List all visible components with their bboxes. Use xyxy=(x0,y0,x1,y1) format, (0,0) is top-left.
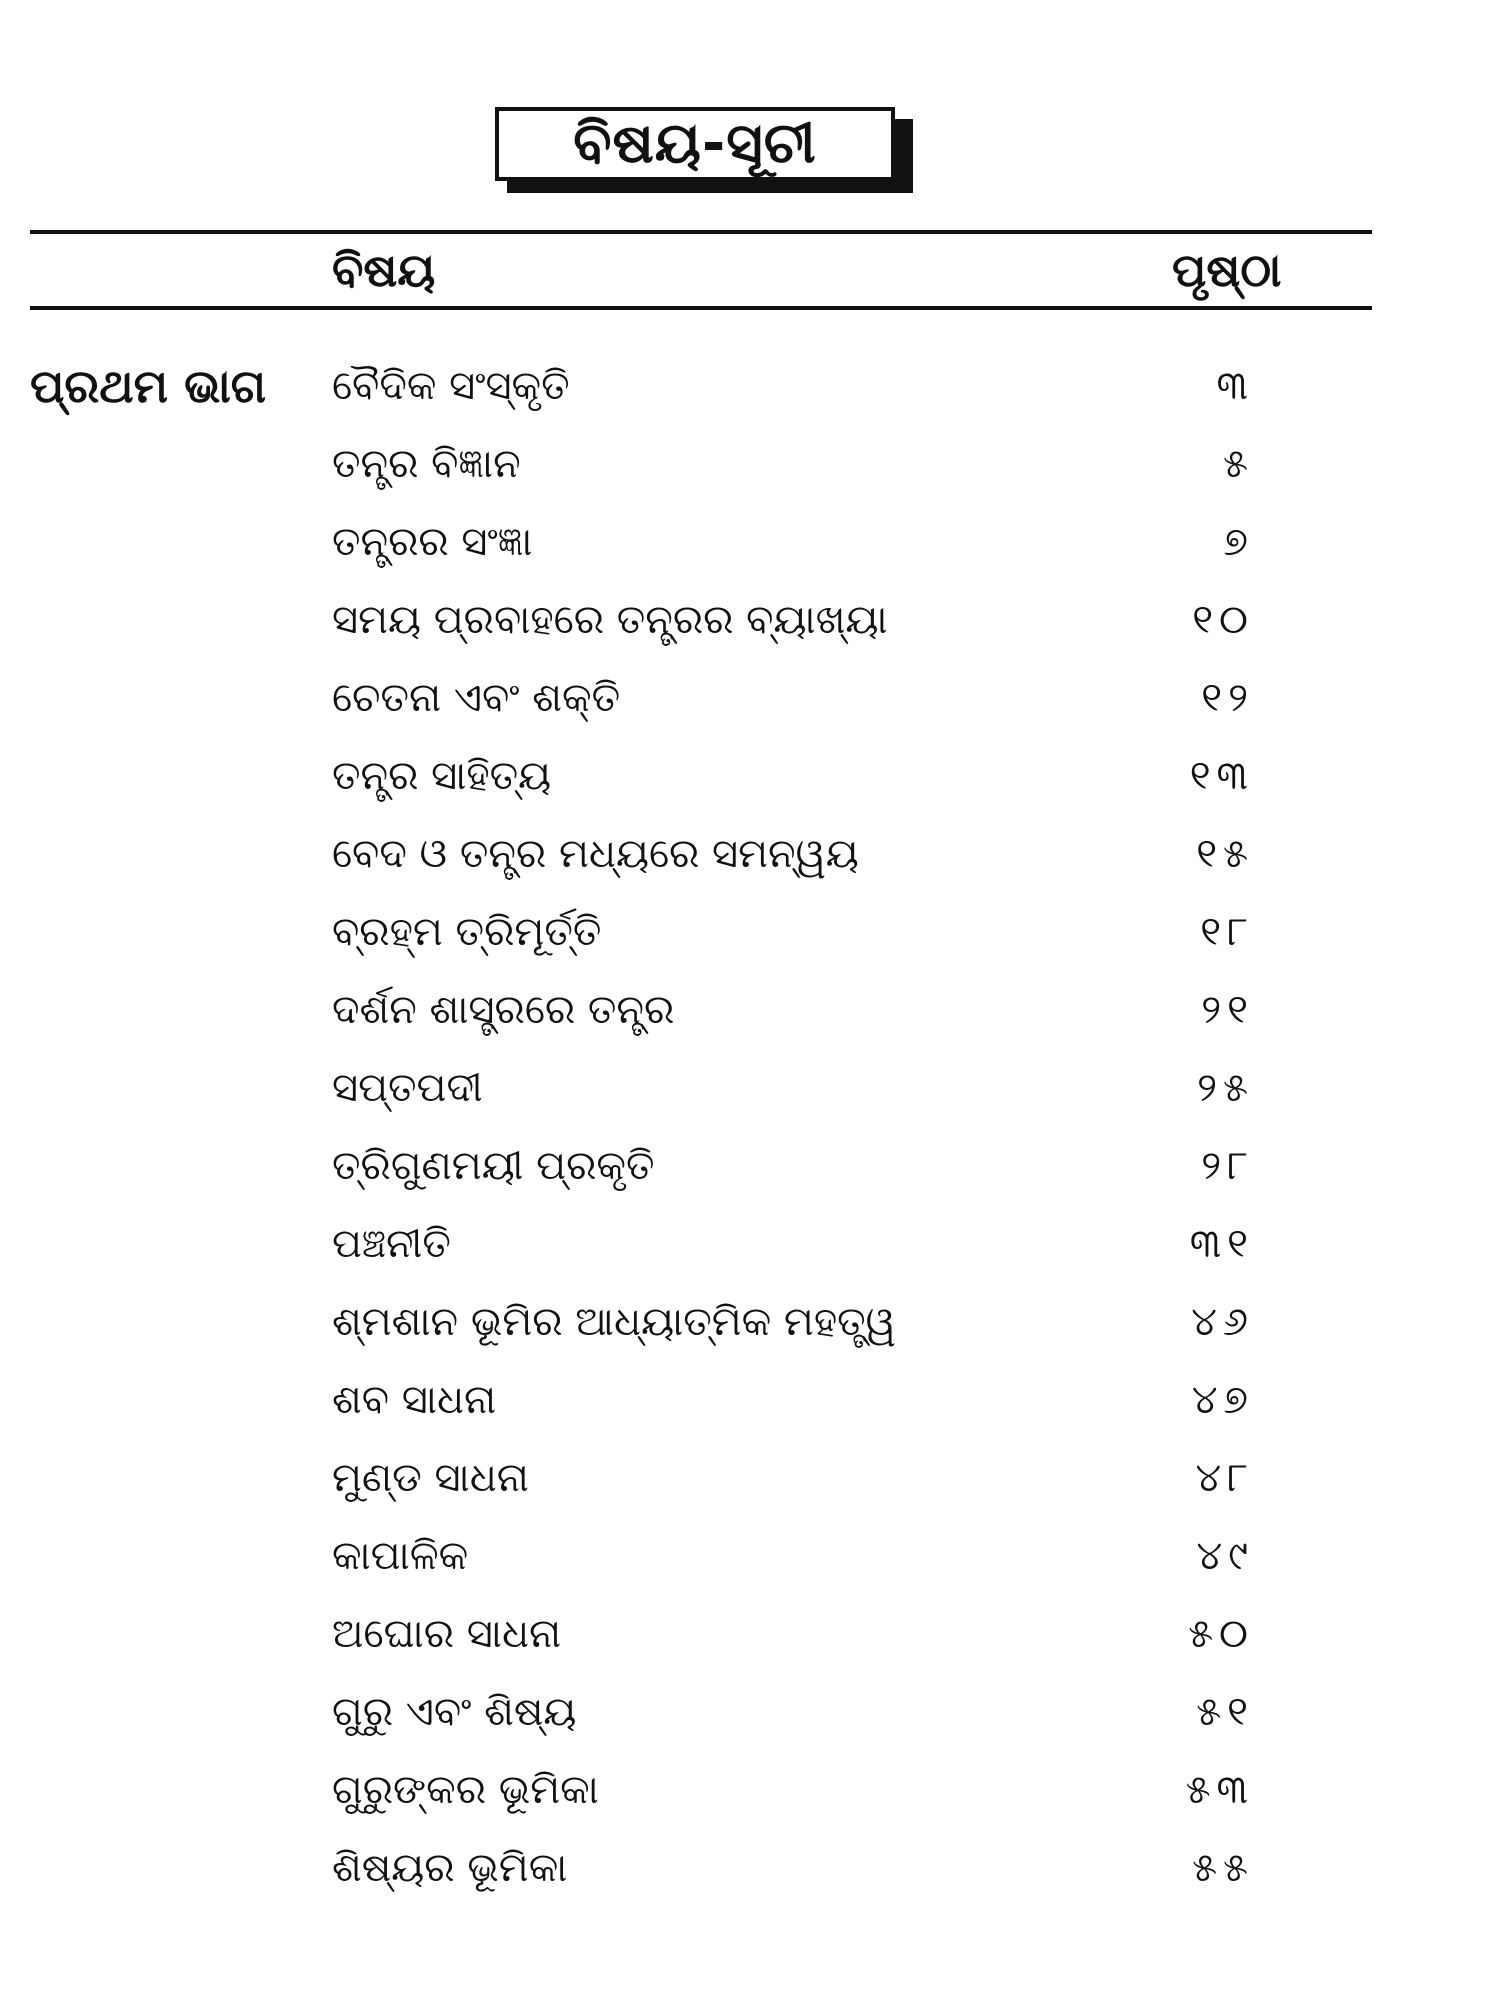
toc-entry xyxy=(0,1446,1500,1524)
toc-entry-page: ୨୮ xyxy=(1201,1143,1254,1189)
header-rule-top xyxy=(30,230,1372,234)
toc-entry-topic: ଅଘୋର ସାଧନା xyxy=(332,1611,562,1657)
toc-entry-page: ୫୩ xyxy=(1185,1767,1254,1813)
column-header-topic: ବିଷୟ xyxy=(332,243,436,297)
toc-entry xyxy=(0,510,1500,588)
toc-entry xyxy=(0,1134,1500,1212)
column-header-page: ପୃଷ୍ଠା xyxy=(1172,243,1282,297)
toc-entry-topic: ଗୁରୁ ଏବଂ ଶିଷ୍ୟ xyxy=(332,1689,577,1735)
toc-entry-topic: ତନ୍ତ୍ର ବିଜ୍ଞାନ xyxy=(332,441,521,487)
toc-entry-topic: କାପାଳିକ xyxy=(332,1533,469,1579)
toc-entry-topic: ବେଦ ଓ ତନ୍ତ୍ର ମଧ୍ୟରେ ସମନ୍ୱୟ xyxy=(332,831,859,877)
toc-entry-page: ୪୭ xyxy=(1191,1377,1254,1423)
toc-entry-page: ୩୧ xyxy=(1189,1221,1254,1267)
toc-entry-topic: ସମୟ ପ୍ରବାହରେ ତନ୍ତ୍ରର ବ୍ୟାଖ୍ୟା xyxy=(332,597,888,643)
toc-entry-page: ୫ xyxy=(1223,441,1254,487)
toc-entry-page: ୭ xyxy=(1223,519,1254,565)
part-label: ପ୍ରଥମ ଭାଗ xyxy=(30,359,267,413)
toc-entry xyxy=(0,822,1500,900)
toc-entry-topic: ମୁଣ୍ଡ ସାଧନା xyxy=(332,1455,529,1501)
toc-entry-topic: ଚେତନା ଏବଂ ଶକ୍ତି xyxy=(332,675,621,721)
toc-entry-page: ୪୬ xyxy=(1191,1299,1254,1345)
toc-entry-topic: ସପ୍ତପଦୀ xyxy=(332,1065,483,1111)
toc-entry xyxy=(0,1290,1500,1368)
toc-entry-topic: ଗୁରୁଙ୍କର ଭୂମିକା xyxy=(332,1767,599,1813)
toc-entry-page: ୪୮ xyxy=(1195,1455,1254,1501)
page-title: ବିଷୟ-ସୂଚୀ xyxy=(495,107,895,181)
toc-entry xyxy=(0,588,1500,666)
toc-entry-page: ୧୨ xyxy=(1201,675,1254,721)
toc-entry-page: ୧୫ xyxy=(1196,831,1254,877)
toc-entry-topic: ପଞ୍ଚନୀତି xyxy=(332,1221,451,1267)
toc-entry-page: ୧୮ xyxy=(1200,909,1254,955)
toc-entry xyxy=(0,978,1500,1056)
toc-entry-page: ୨୧ xyxy=(1201,987,1254,1033)
toc-entry-page: ୫୧ xyxy=(1196,1689,1254,1735)
toc-entry-page: ୫୫ xyxy=(1192,1845,1254,1891)
toc-entry xyxy=(0,1602,1500,1680)
toc-entry-topic: ବୈଦିକ ସଂସ୍କୃତି xyxy=(332,363,570,409)
header-rule-bottom xyxy=(30,306,1372,310)
toc-entry xyxy=(0,1680,1500,1758)
toc-entry-topic: ଶ୍ମଶାନ ଭୂମିର ଆଧ୍ୟାତ୍ମିକ ମହତ୍ତ୍ୱ xyxy=(332,1299,896,1345)
toc-list xyxy=(0,354,1500,1914)
toc-entry xyxy=(0,354,1500,432)
toc-entry-page: ୧୩ xyxy=(1189,753,1254,799)
toc-entry-page: ୩ xyxy=(1216,363,1254,409)
toc-entry xyxy=(0,1836,1500,1914)
toc-entry-page: ୨୫ xyxy=(1197,1065,1254,1111)
toc-entry xyxy=(0,666,1500,744)
title-frame xyxy=(495,107,915,195)
toc-entry-topic: ଶିଷ୍ୟର ଭୂମିକା xyxy=(332,1845,568,1891)
toc-entry-page: ୫୦ xyxy=(1188,1611,1254,1657)
toc-entry xyxy=(0,432,1500,510)
toc-entry-topic: ଦର୍ଶନ ଶାସ୍ତ୍ରରେ ତନ୍ତ୍ର xyxy=(332,987,675,1033)
toc-entry xyxy=(0,744,1500,822)
toc-entry-topic: ଶବ ସାଧନା xyxy=(332,1377,497,1423)
toc-entry xyxy=(0,900,1500,978)
toc-entry-topic: ତ୍ରିଗୁଣମୟୀ ପ୍ରକୃତି xyxy=(332,1143,655,1189)
toc-entry-topic: ତନ୍ତ୍ର ସାହିତ୍ୟ xyxy=(332,753,552,799)
toc-entry xyxy=(0,1368,1500,1446)
toc-entry-page: ୧୦ xyxy=(1192,597,1254,643)
toc-entry xyxy=(0,1758,1500,1836)
toc-entry-topic: ବ୍ରହ୍ମ ତ୍ରିମୂର୍ତ୍ତି xyxy=(332,909,602,955)
toc-entry xyxy=(0,1056,1500,1134)
toc-entry xyxy=(0,1524,1500,1602)
toc-entry-topic: ତନ୍ତ୍ରର ସଂଜ୍ଞା xyxy=(332,519,533,565)
toc-entry-page: ୪୯ xyxy=(1196,1533,1254,1579)
toc-entry xyxy=(0,1212,1500,1290)
